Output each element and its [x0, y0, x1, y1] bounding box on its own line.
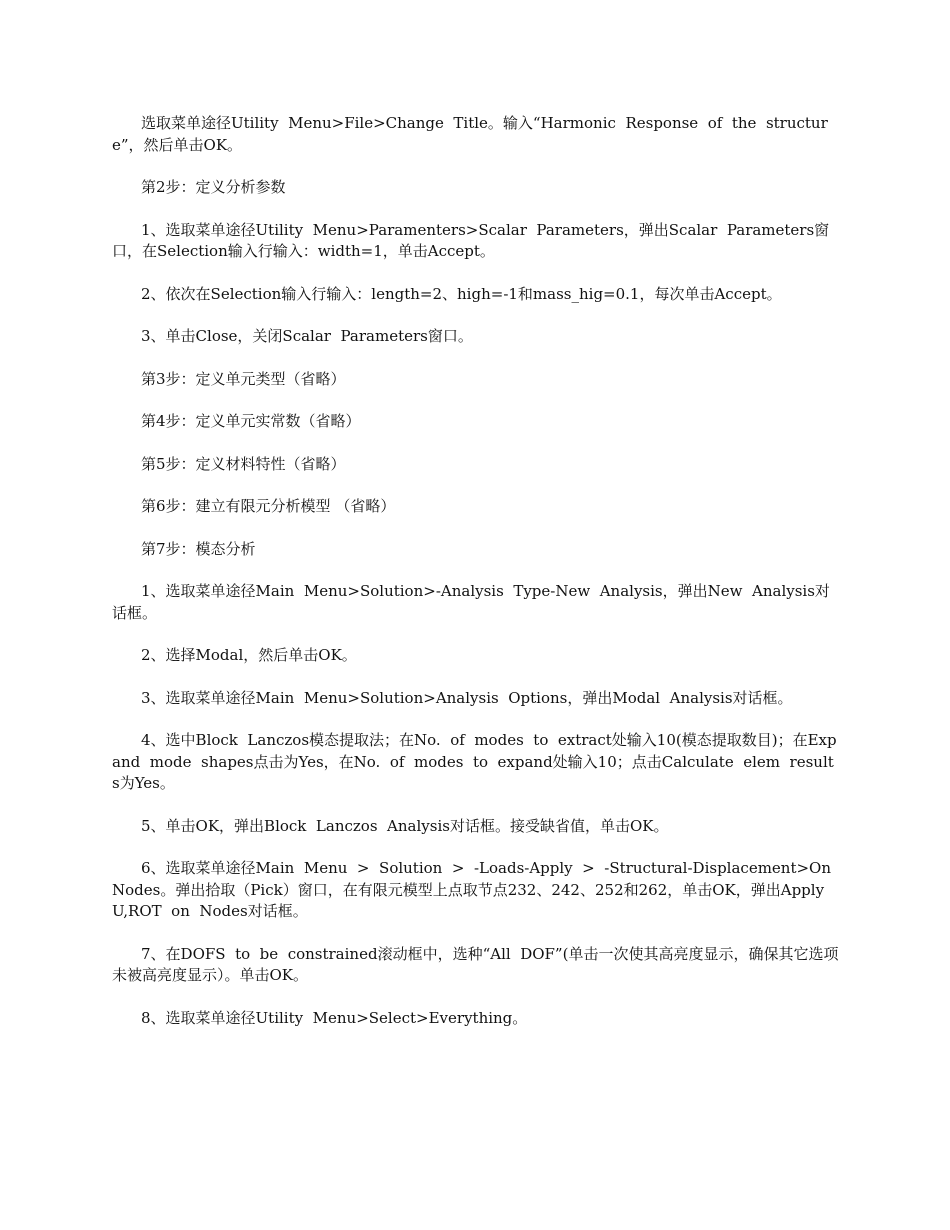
paragraph-dofs-constrained: 7、在DOFS to be constrained滚动框中，选种“All DOF”(单击一次使其高亮度显示，确保其它选项未被高亮度显示）。单击OK。: [112, 944, 839, 984]
paragraph-scalar-width: 1、选取菜单途径Utility Menu>Paramenters>Scalar Parameters，弹出Scalar Parameters窗口，在Selection输入行输入：width=1，单击Accept。: [112, 220, 830, 260]
paragraph-new-analysis: 1、选取菜单途径Main Menu>Solution>-Analysis Type-New Analysis，弹出New Analysis对话框。: [112, 582, 830, 622]
paragraph-scalar-values: 2、依次在Selection输入行输入：length=2、high=-1和mass_hig=0.1，每次单击Accept。: [141, 284, 782, 303]
paragraph-change-title: 选取菜单途径Utility Menu>File>Change Title。输入“Harmonic Response of the structure”，然后单击OK。: [112, 114, 828, 154]
paragraph-select-modal: 2、选择Modal，然后单击OK。: [141, 646, 357, 664]
paragraph-block-lanczos: 4、选中Block Lanczos模态提取法；在No. of modes to extract处输入10(模态提取数目)；在Expand mode shapes点击为Yes，在No. of modes to expand处输入10；点击Calculate elem results为Yes。: [112, 731, 837, 792]
paragraph-displacement-nodes: 6、选取菜单途径Main Menu > Solution > -Loads-Apply > -Structural-Displacement>On Nodes。弹出拾取（Pick）窗口，在有限元模型上点取节点232、242、252和262，单击OK，弹出Apply U,ROT on Nodes对话框。: [112, 859, 841, 920]
step-4-heading: 第4步：定义单元实常数（省略）: [141, 412, 361, 430]
paragraph-close-window: 3、单击Close，关闭Scalar Parameters窗口。: [141, 327, 473, 345]
step-7-heading: 第7步：模态分析: [141, 539, 256, 558]
paragraph-select-everything: 8、选取菜单途径Utility Menu>Select>Everything。: [141, 1008, 528, 1027]
paragraph-accept-defaults: 5、单击OK，弹出Block Lanczos Analysis对话框。接受缺省值，单击OK。: [141, 816, 669, 835]
step-6-heading: 第6步：建立有限元分析模型 （省略）: [141, 497, 396, 515]
paragraph-analysis-options: 3、选取菜单途径Main Menu>Solution>Analysis Options，弹出Modal Analysis对话框。: [141, 688, 793, 707]
step-5-heading: 第5步：定义材料特性（省略）: [141, 454, 346, 473]
document-page: [112, 113, 840, 1050]
step-2-heading: 第2步：定义分析参数: [141, 178, 286, 196]
step-3-heading: 第3步：定义单元类型（省略）: [141, 369, 346, 388]
